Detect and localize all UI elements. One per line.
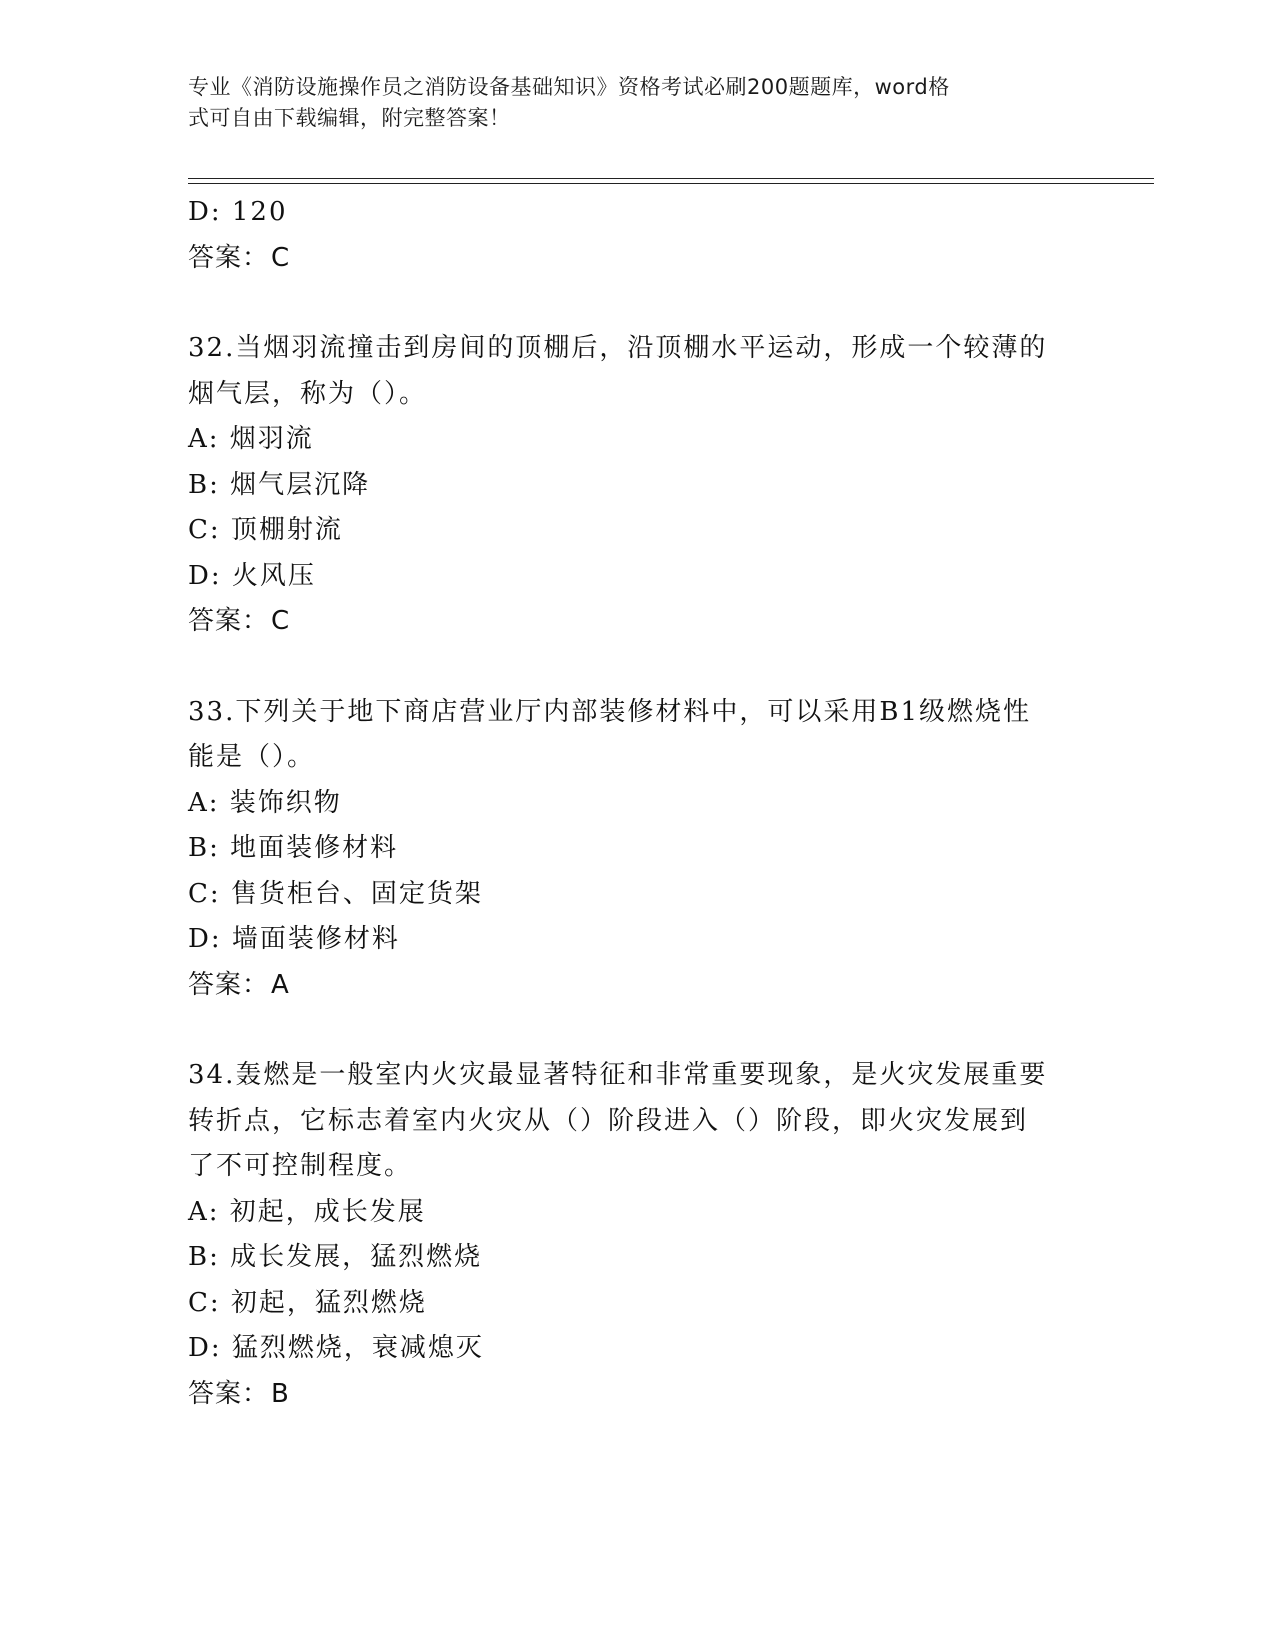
option-c: C: 售货柜台、固定货架 (188, 878, 483, 909)
option-a: A: 装饰织物 (188, 787, 342, 818)
answer-value: B (271, 1378, 290, 1409)
question-stem-line: 了不可控制程度。 (188, 1151, 413, 1181)
question-stem-line: 32.当烟羽流撞击到房间的顶棚后，沿顶棚水平运动，形成一个较薄的 (188, 333, 1048, 363)
answer-label: 答案： (188, 606, 270, 636)
question-list (188, 190, 1088, 1417)
question-stem-line: 33.下列关于地下商店营业厅内部装修材料中，可以采用B1级燃烧性 (188, 696, 1031, 727)
option-d: D: 墙面装修材料 (188, 924, 400, 954)
question-32 (188, 326, 1088, 645)
option-b: B: 成长发展，猛烈燃烧 (188, 1242, 483, 1272)
answer-value: C (271, 242, 291, 273)
option-c: C: 初起，猛烈燃烧 (188, 1287, 427, 1318)
question-stem-line: 34.轰燃是一般室内火灾最显著特征和非常重要现象，是火灾发展重要 (188, 1060, 1048, 1090)
answer-value: C (271, 606, 291, 636)
answer-line (188, 236, 1088, 282)
answer-line (188, 963, 1088, 1009)
answer-line (188, 599, 1088, 645)
header-line-1: 专业《消防设施操作员之消防设备基础知识》资格考试必刷200题题库，word格 (188, 75, 950, 99)
answer-label: 答案： (188, 1378, 270, 1409)
option-b: B: 地面装修材料 (188, 833, 399, 863)
question-stem-line: 能是（）。 (188, 742, 316, 772)
question-stem-line: 转折点，它标志着室内火灾从（）阶段进入（）阶段，即火灾发展到 (188, 1105, 1029, 1136)
carryover-question (188, 190, 1088, 281)
option-d: D: 猛烈燃烧，衰减熄灭 (188, 1333, 484, 1363)
document-header (188, 72, 1078, 134)
answer-value: A (271, 969, 290, 1000)
option-a: A: 烟羽流 (188, 424, 314, 454)
question-34 (188, 1053, 1088, 1417)
option-d: D: 火风压 (188, 560, 316, 591)
header-divider-bottom (188, 183, 1154, 184)
header-divider-top (188, 178, 1154, 179)
option-c: C: 顶棚射流 (188, 515, 343, 545)
answer-label: 答案： (188, 242, 270, 273)
option-b: B: 烟气层沉降 (188, 469, 371, 500)
option-d: D: 120 (188, 197, 288, 227)
option-a: A: 初起，成长发展 (188, 1196, 426, 1227)
answer-label: 答案： (188, 969, 270, 1000)
header-line-2: 式可自由下载编辑，附完整答案！ (188, 106, 511, 130)
answer-line (188, 1372, 1088, 1418)
question-33 (188, 690, 1088, 1009)
question-stem-line: 烟气层，称为（）。 (188, 378, 428, 409)
